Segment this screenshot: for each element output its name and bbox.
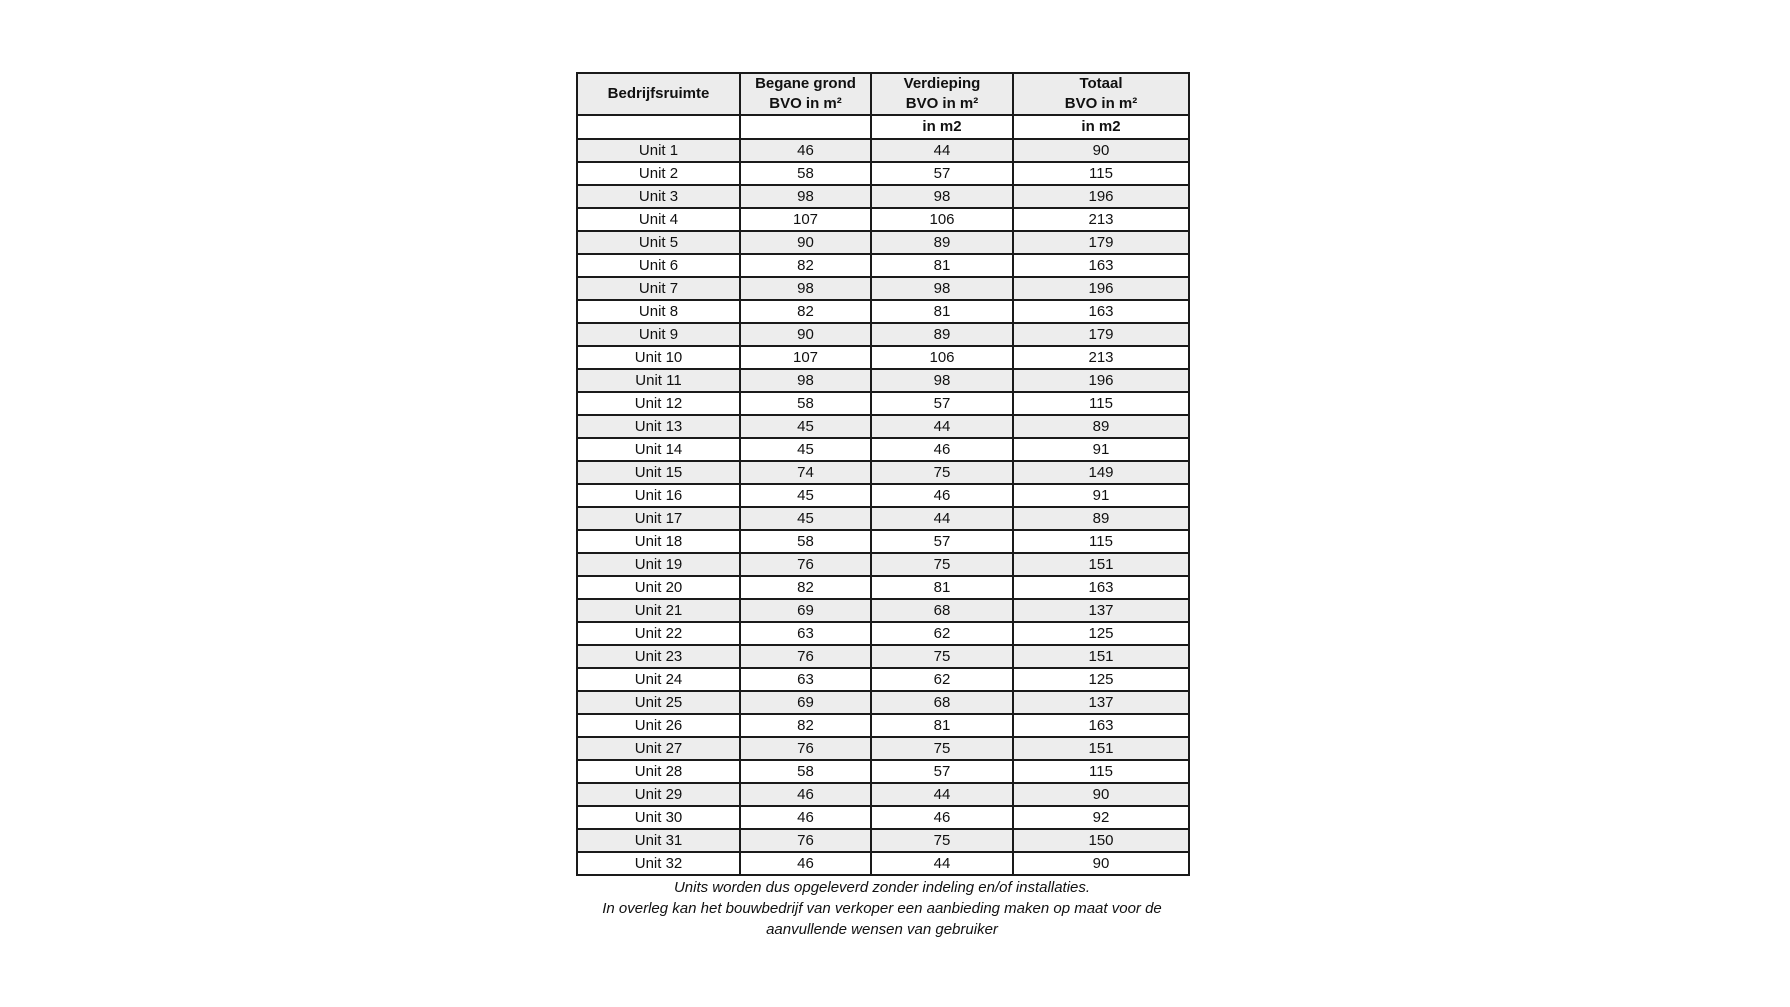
table-row — [577, 737, 1189, 760]
unit-name-cell: Unit 27 — [577, 737, 740, 760]
unit-name-cell: Unit 7 — [577, 277, 740, 300]
totaal-cell: 179 — [1013, 323, 1189, 346]
begane-grond-cell: 98 — [740, 185, 871, 208]
totaal-cell: 90 — [1013, 139, 1189, 162]
unit-name-cell: Unit 6 — [577, 254, 740, 277]
begane-grond-cell: 98 — [740, 369, 871, 392]
verdieping-cell: 81 — [871, 576, 1013, 599]
begane-grond-cell: 76 — [740, 829, 871, 852]
verdieping-cell: 98 — [871, 277, 1013, 300]
verdieping-cell: 106 — [871, 208, 1013, 231]
table-row — [577, 231, 1189, 254]
begane-grond-cell: 76 — [740, 645, 871, 668]
verdieping-cell: 98 — [871, 369, 1013, 392]
table-row — [577, 392, 1189, 415]
begane-grond-cell: 90 — [740, 323, 871, 346]
begane-grond-cell: 45 — [740, 484, 871, 507]
verdieping-cell: 81 — [871, 300, 1013, 323]
footnote-line-3: aanvullende wensen van gebruiker — [766, 921, 998, 938]
header-verdieping-line2: BVO in m² — [905, 95, 979, 112]
verdieping-cell: 62 — [871, 668, 1013, 691]
begane-grond-cell: 82 — [740, 254, 871, 277]
table-row — [577, 323, 1189, 346]
table-row — [577, 254, 1189, 277]
totaal-cell: 196 — [1013, 277, 1189, 300]
table-row — [577, 599, 1189, 622]
table-row — [577, 208, 1189, 231]
begane-grond-cell: 82 — [740, 300, 871, 323]
verdieping-cell: 44 — [871, 415, 1013, 438]
area-table-container — [576, 72, 1188, 940]
table-row — [577, 346, 1189, 369]
totaal-cell: 163 — [1013, 254, 1189, 277]
header-totaal-line1: Totaal — [1079, 75, 1123, 92]
totaal-cell: 151 — [1013, 645, 1189, 668]
unit-name-cell: Unit 5 — [577, 231, 740, 254]
units-cell-totaal: in m2 — [1013, 115, 1189, 139]
table-row — [577, 139, 1189, 162]
begane-grond-cell: 107 — [740, 346, 871, 369]
begane-grond-cell: 46 — [740, 806, 871, 829]
table-row — [577, 553, 1189, 576]
verdieping-cell: 68 — [871, 691, 1013, 714]
verdieping-cell: 62 — [871, 622, 1013, 645]
totaal-cell: 179 — [1013, 231, 1189, 254]
verdieping-cell: 98 — [871, 185, 1013, 208]
verdieping-cell: 89 — [871, 231, 1013, 254]
header-begane-grond — [740, 73, 871, 115]
table-row — [577, 185, 1189, 208]
table-row — [577, 507, 1189, 530]
totaal-cell: 163 — [1013, 714, 1189, 737]
verdieping-cell: 68 — [871, 599, 1013, 622]
unit-name-cell: Unit 26 — [577, 714, 740, 737]
begane-grond-cell: 82 — [740, 714, 871, 737]
table-row — [577, 162, 1189, 185]
begane-grond-cell: 69 — [740, 599, 871, 622]
unit-name-cell: Unit 11 — [577, 369, 740, 392]
begane-grond-cell: 46 — [740, 852, 871, 875]
totaal-cell: 213 — [1013, 208, 1189, 231]
unit-name-cell: Unit 20 — [577, 576, 740, 599]
begane-grond-cell: 58 — [740, 162, 871, 185]
table-row — [577, 622, 1189, 645]
table-row — [577, 576, 1189, 599]
unit-name-cell: Unit 29 — [577, 783, 740, 806]
header-bedrijfsruimte-label: Bedrijfsruimte — [607, 85, 710, 102]
units-row — [577, 115, 1189, 139]
verdieping-cell: 57 — [871, 392, 1013, 415]
table-row — [577, 645, 1189, 668]
unit-name-cell: Unit 17 — [577, 507, 740, 530]
unit-name-cell: Unit 2 — [577, 162, 740, 185]
begane-grond-cell: 76 — [740, 553, 871, 576]
unit-name-cell: Unit 12 — [577, 392, 740, 415]
begane-grond-cell: 58 — [740, 530, 871, 553]
begane-grond-cell: 74 — [740, 461, 871, 484]
verdieping-cell: 44 — [871, 507, 1013, 530]
unit-name-cell: Unit 32 — [577, 852, 740, 875]
unit-name-cell: Unit 10 — [577, 346, 740, 369]
units-cell-verdieping: in m2 — [871, 115, 1013, 139]
verdieping-cell: 75 — [871, 645, 1013, 668]
verdieping-cell: 89 — [871, 323, 1013, 346]
header-begane-grond-line1: Begane grond — [755, 75, 856, 92]
begane-grond-cell: 82 — [740, 576, 871, 599]
header-begane-grond-line2: BVO in m² — [769, 95, 842, 112]
totaal-cell: 90 — [1013, 783, 1189, 806]
table-row — [577, 438, 1189, 461]
unit-name-cell: Unit 23 — [577, 645, 740, 668]
verdieping-cell: 75 — [871, 829, 1013, 852]
verdieping-cell: 44 — [871, 139, 1013, 162]
table-body — [577, 139, 1189, 875]
unit-name-cell: Unit 21 — [577, 599, 740, 622]
unit-name-cell: Unit 25 — [577, 691, 740, 714]
totaal-cell: 151 — [1013, 737, 1189, 760]
begane-grond-cell: 45 — [740, 438, 871, 461]
verdieping-cell: 75 — [871, 553, 1013, 576]
table-row — [577, 829, 1189, 852]
header-totaal-line2: BVO in m² — [1064, 95, 1138, 112]
begane-grond-cell: 76 — [740, 737, 871, 760]
totaal-cell: 91 — [1013, 484, 1189, 507]
table-row — [577, 530, 1189, 553]
begane-grond-cell: 45 — [740, 507, 871, 530]
table-row — [577, 277, 1189, 300]
table-row — [577, 806, 1189, 829]
totaal-cell: 115 — [1013, 392, 1189, 415]
table-row — [577, 668, 1189, 691]
totaal-cell: 150 — [1013, 829, 1189, 852]
begane-grond-cell: 63 — [740, 668, 871, 691]
totaal-cell: 89 — [1013, 415, 1189, 438]
header-verdieping — [871, 73, 1013, 115]
unit-name-cell: Unit 18 — [577, 530, 740, 553]
verdieping-cell: 57 — [871, 162, 1013, 185]
totaal-cell: 213 — [1013, 346, 1189, 369]
units-cell-bedrijfsruimte — [577, 115, 740, 139]
unit-name-cell: Unit 16 — [577, 484, 740, 507]
unit-name-cell: Unit 19 — [577, 553, 740, 576]
table-row — [577, 484, 1189, 507]
verdieping-cell: 46 — [871, 484, 1013, 507]
verdieping-cell: 75 — [871, 737, 1013, 760]
begane-grond-cell: 45 — [740, 415, 871, 438]
totaal-cell: 149 — [1013, 461, 1189, 484]
table-row — [577, 760, 1189, 783]
totaal-cell: 196 — [1013, 369, 1189, 392]
totaal-cell: 196 — [1013, 185, 1189, 208]
verdieping-cell: 81 — [871, 254, 1013, 277]
begane-grond-cell: 58 — [740, 760, 871, 783]
unit-name-cell: Unit 3 — [577, 185, 740, 208]
totaal-cell: 125 — [1013, 668, 1189, 691]
table-row — [577, 369, 1189, 392]
unit-name-cell: Unit 8 — [577, 300, 740, 323]
verdieping-cell: 106 — [871, 346, 1013, 369]
begane-grond-cell: 46 — [740, 783, 871, 806]
verdieping-cell: 44 — [871, 783, 1013, 806]
begane-grond-cell: 69 — [740, 691, 871, 714]
header-row — [577, 73, 1189, 115]
begane-grond-cell: 46 — [740, 139, 871, 162]
unit-name-cell: Unit 28 — [577, 760, 740, 783]
table-row — [577, 714, 1189, 737]
verdieping-cell: 57 — [871, 530, 1013, 553]
unit-name-cell: Unit 24 — [577, 668, 740, 691]
verdieping-cell: 46 — [871, 806, 1013, 829]
footnote-line-2: In overleg kan het bouwbedrijf van verkoper een aanbieding maken op maat voor de — [602, 900, 1162, 917]
footnote — [576, 877, 1188, 940]
table-row — [577, 691, 1189, 714]
totaal-cell: 137 — [1013, 599, 1189, 622]
totaal-cell: 115 — [1013, 760, 1189, 783]
unit-name-cell: Unit 1 — [577, 139, 740, 162]
unit-name-cell: Unit 22 — [577, 622, 740, 645]
totaal-cell: 151 — [1013, 553, 1189, 576]
unit-name-cell: Unit 31 — [577, 829, 740, 852]
verdieping-cell: 57 — [871, 760, 1013, 783]
totaal-cell: 89 — [1013, 507, 1189, 530]
header-totaal — [1013, 73, 1189, 115]
area-table — [576, 72, 1190, 876]
verdieping-cell: 44 — [871, 852, 1013, 875]
verdieping-cell: 81 — [871, 714, 1013, 737]
table-row — [577, 783, 1189, 806]
totaal-cell: 115 — [1013, 162, 1189, 185]
totaal-cell: 163 — [1013, 576, 1189, 599]
totaal-cell: 115 — [1013, 530, 1189, 553]
table-row — [577, 415, 1189, 438]
unit-name-cell: Unit 13 — [577, 415, 740, 438]
header-bedrijfsruimte — [577, 73, 740, 115]
verdieping-cell: 75 — [871, 461, 1013, 484]
unit-name-cell: Unit 9 — [577, 323, 740, 346]
begane-grond-cell: 90 — [740, 231, 871, 254]
verdieping-cell: 46 — [871, 438, 1013, 461]
table-row — [577, 461, 1189, 484]
unit-name-cell: Unit 15 — [577, 461, 740, 484]
totaal-cell: 125 — [1013, 622, 1189, 645]
totaal-cell: 90 — [1013, 852, 1189, 875]
table-row — [577, 852, 1189, 875]
begane-grond-cell: 107 — [740, 208, 871, 231]
unit-name-cell: Unit 14 — [577, 438, 740, 461]
begane-grond-cell: 98 — [740, 277, 871, 300]
units-cell-begane-grond — [740, 115, 871, 139]
begane-grond-cell: 58 — [740, 392, 871, 415]
header-verdieping-line1: Verdieping — [903, 75, 981, 92]
begane-grond-cell: 63 — [740, 622, 871, 645]
footnote-line-1: Units worden dus opgeleverd zonder indeling en/of installaties. — [673, 879, 1091, 896]
unit-name-cell: Unit 4 — [577, 208, 740, 231]
table-row — [577, 300, 1189, 323]
totaal-cell: 163 — [1013, 300, 1189, 323]
totaal-cell: 91 — [1013, 438, 1189, 461]
totaal-cell: 92 — [1013, 806, 1189, 829]
unit-name-cell: Unit 30 — [577, 806, 740, 829]
totaal-cell: 137 — [1013, 691, 1189, 714]
